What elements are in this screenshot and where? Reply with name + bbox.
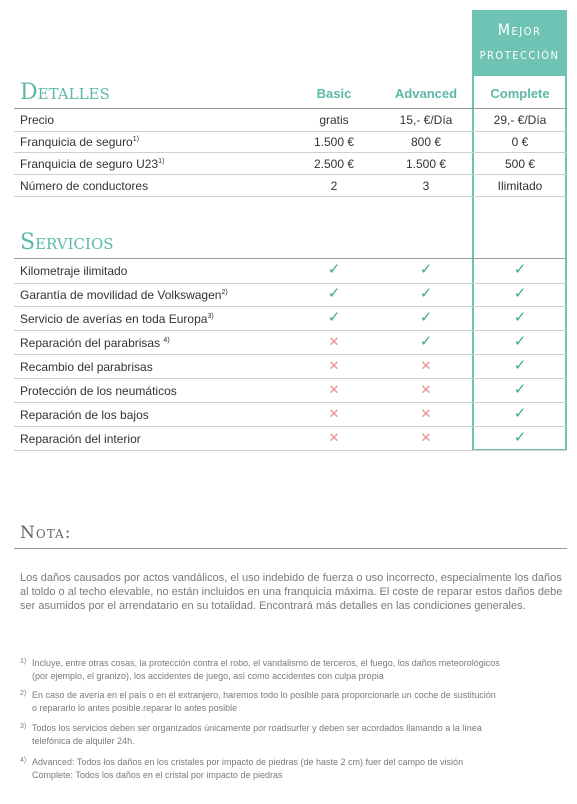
footnote [20,657,565,683]
best-protection-badge [472,10,567,76]
cross-icon: ✕ [420,358,432,373]
check-icon: ✓ [513,381,527,398]
row-label [20,384,177,398]
detalles-title: Detalles [20,80,110,105]
row-label [20,408,149,422]
row-label [20,113,54,127]
footnote-line: Todos los servicios deben ser organizados únicamente por roadsurfer y deben ser acordados llamando a la línea [32,723,482,733]
check-icon: ✓ [513,357,527,374]
footnote-ref: 1) [158,158,165,165]
cross-icon: ✕ [328,406,340,421]
row-label [20,336,170,350]
footnote-number: 1) [20,658,27,665]
badge-line-1: Mejor [497,20,542,39]
footnote-number: 3) [20,723,27,730]
footnote-ref: 1) [132,136,139,143]
row-label [20,360,153,374]
row-label-text: Recambio del parabrisas [20,360,153,374]
row-label-text: Servicio de averías en toda Europa [20,312,208,326]
check-icon: ✓ [419,285,433,302]
footnote-line: En caso de avería en el país o en el extranjero, haremos todo lo posible para proporcionarle un coche de sustitución [32,690,496,700]
footnote [20,722,565,748]
footnote-ref: 4) [163,337,170,344]
check-icon: ✓ [327,309,341,326]
check-icon: ✓ [419,261,433,278]
row-label [20,312,214,326]
nota-title: Nota: [20,523,72,543]
cross-icon: ✕ [328,430,340,445]
nota-body: Los daños causados por actos vandálicos, el uso indebido de fuerza o uso incorrecto, especialmente los daños al toldo o al techo elevable, no están incluidos en una franquicia máxima. El coste de reparar estos daños debe ser asumidos por el arrendatario en su totalidad. Encontrará más detalles en las condiciones generales. [20,572,563,612]
cell-value: 3 [422,179,430,193]
check-icon: ✓ [327,261,341,278]
cell-value: 2.500 € [313,157,355,171]
cross-icon: ✕ [328,358,340,373]
row-label-text: Garantía de movilidad de Volkswagen [20,288,222,302]
col-advanced: Advanced [394,86,458,101]
cell-value: 500 € [504,157,536,171]
check-icon: ✓ [513,309,527,326]
cross-icon: ✕ [420,430,432,445]
footnote [20,756,565,782]
row-label [20,179,148,193]
cross-icon: ✕ [420,382,432,397]
col-complete: Complete [490,86,550,101]
cell-value: 2 [330,179,338,193]
footnote [20,689,565,715]
badge-line-2: protección [479,44,560,63]
row-label-text: Franquicia de seguro U23 [20,157,159,171]
footnote-number: 4) [20,757,27,764]
row-label [20,432,141,446]
footnote-line: Advanced: Todos los daños en los cristales por impacto de piedras (de haste 2 cm) fuer del campo de visión [32,757,464,767]
footnote-line: Incluye, entre otras cosas, la protección contra el robo, el vandalismo de terceros, el fuego, los daños meteorológicos [32,658,500,668]
check-icon: ✓ [513,333,527,350]
footnote-line: o repararlo lo antes posible.reparar lo antes posible [32,703,238,713]
row-label-text: Kilometraje ilimitado [20,264,128,278]
cell-value: 800 € [410,135,442,149]
cell-value: 1.500 € [405,157,447,171]
check-icon: ✓ [419,309,433,326]
footnote-line: telefónica de alquiler 24h. [32,736,135,746]
cell-value: 0 € [511,135,529,149]
row-label-text: Protección de los neumáticos [20,384,177,398]
cross-icon: ✕ [328,382,340,397]
cell-value: 1.500 € [313,135,355,149]
cross-icon: ✕ [420,406,432,421]
row-label [20,288,228,302]
footnote-line: Complete: Todos los daños en el cristal por impacto de piedras [32,770,283,780]
row-label-text: Reparación de los bajos [20,408,149,422]
row-label [20,157,164,171]
check-icon: ✓ [419,333,433,350]
footnote-number: 2) [20,690,27,697]
row-label-text: Precio [20,113,55,127]
nota-divider [14,548,567,549]
cell-value: 15,- €/Día [399,113,453,127]
row-label-text: Franquicia de seguro [20,135,133,149]
cell-value: 29,- €/Día [493,113,547,127]
check-icon: ✓ [513,285,527,302]
cross-icon: ✕ [328,334,340,349]
row-label [20,264,127,278]
check-icon: ✓ [327,285,341,302]
row-label-text: Reparación del interior [20,432,141,446]
col-basic: Basic [316,86,352,101]
servicios-title: Servicios [20,230,114,255]
footnote-ref: 3) [207,313,214,320]
row-label-text: Número de conductores [20,179,149,193]
row-label [20,135,139,149]
check-icon: ✓ [513,405,527,422]
check-icon: ✓ [513,261,527,278]
cell-value: gratis [319,113,349,127]
check-icon: ✓ [513,429,527,446]
row-label-text: Reparación del parabrisas [20,336,164,350]
footnote-line: (por ejemplo, el granizo), los accidentes de juego, así como accidentes con culpa propia [32,671,384,681]
footnote-ref: 2) [221,289,228,296]
cell-value: Ilimitado [497,179,543,193]
